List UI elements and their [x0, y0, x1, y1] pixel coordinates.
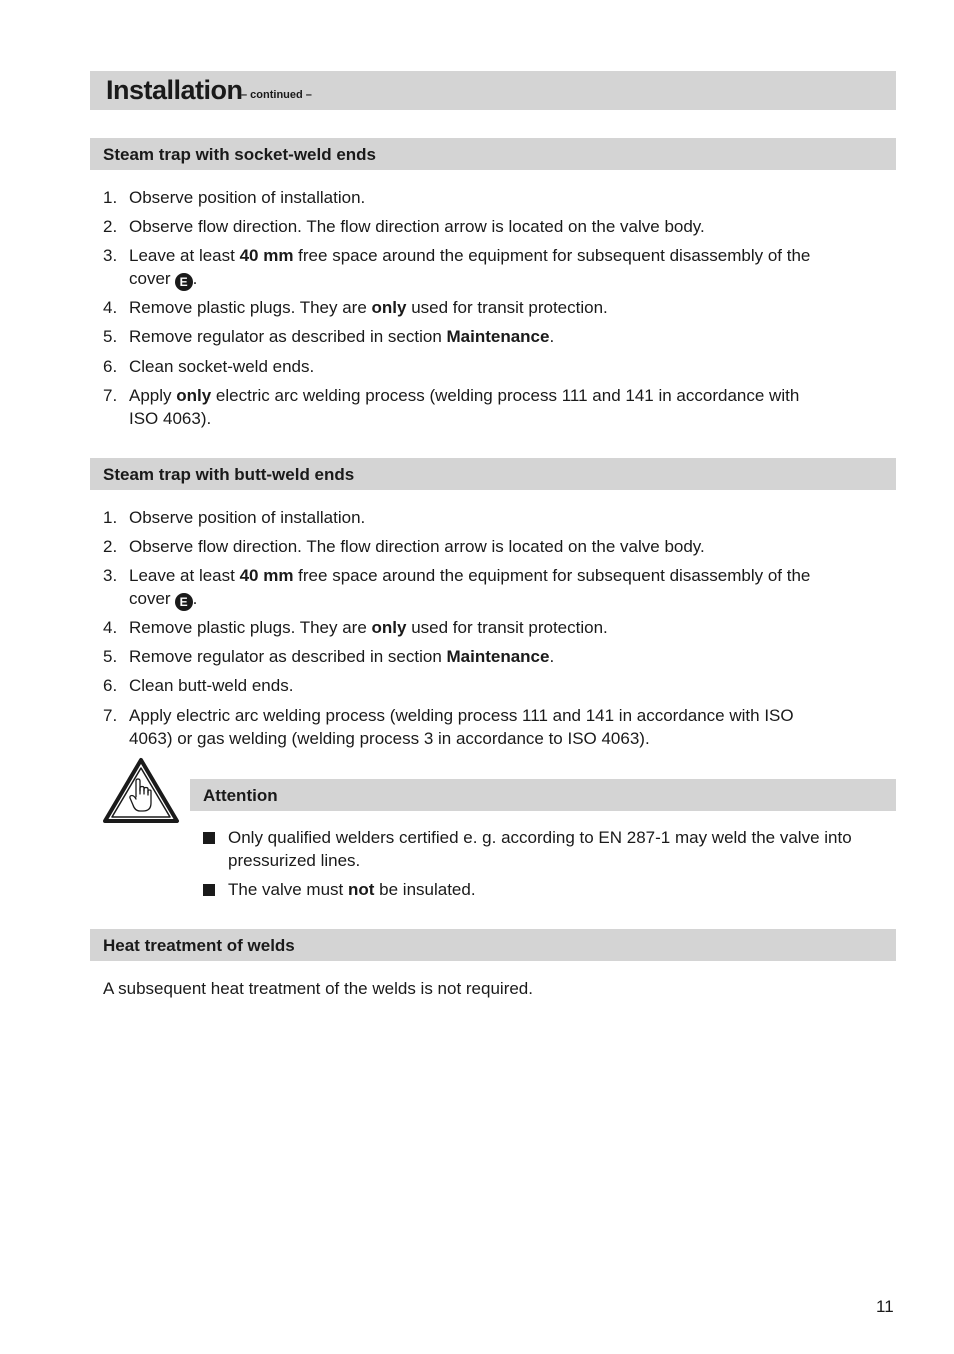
item-number: 5.: [103, 327, 118, 346]
bullet-item: [203, 878, 873, 901]
item-text: Remove regulator as described in section Maintenance.: [129, 327, 555, 346]
square-bullet-icon: [203, 832, 215, 844]
item-number: 1.: [103, 508, 118, 527]
page-number: 11: [876, 1297, 894, 1316]
page-subtitle: – continued –: [241, 89, 312, 101]
list-item: [103, 506, 833, 529]
item-number: 6.: [103, 676, 118, 695]
item-text: Observe flow direction. The flow direction arrow is located on the valve body.: [129, 217, 705, 236]
item-number: 7.: [103, 386, 118, 405]
item-text: Remove plastic plugs. They are only used for transit protection.: [129, 618, 608, 637]
list-item: [103, 384, 833, 430]
list-item: [103, 325, 833, 348]
list-item: [103, 564, 833, 611]
item-number: 1.: [103, 188, 118, 207]
item-text: Remove plastic plugs. They are only used for transit protection.: [129, 298, 608, 317]
item-number: 2.: [103, 537, 118, 556]
item-text: Apply electric arc welding process (welding process 111 and 141 in accordance with ISO 4063) or gas welding (welding process 3 in accordance to ISO 4063).: [129, 706, 794, 748]
item-text: Clean butt-weld ends.: [129, 676, 294, 695]
list-item: [103, 616, 833, 639]
item-text: Clean socket-weld ends.: [129, 357, 315, 376]
section-heading-text: Steam trap with socket-weld ends: [103, 145, 377, 164]
bullet-text: Only qualified welders certified e. g. according to EN 287-1 may weld the valve into pressurized lines.: [228, 828, 852, 870]
item-number: 4.: [103, 298, 118, 317]
section-heading-socket-weld: [90, 138, 896, 170]
item-text: Leave at least 40 mm free space around the equipment for subsequent disassembly of the cover E .: [129, 246, 811, 289]
list-item: [103, 244, 833, 291]
bullet-text: The valve must not be insulated.: [228, 880, 476, 899]
item-text: Observe position of installation.: [129, 508, 366, 527]
item-number: 4.: [103, 618, 118, 637]
list-item: [103, 674, 833, 697]
item-text: Observe flow direction. The flow direction arrow is located on the valve body.: [129, 537, 705, 556]
heat-treatment-paragraph: A subsequent heat treatment of the welds is not required.: [103, 979, 533, 998]
warning-hand-icon: [102, 757, 180, 825]
item-text: Apply only electric arc welding process (welding process 111 and 141 in accordance with ISO 4063).: [129, 386, 800, 428]
square-bullet-icon: [203, 884, 215, 896]
cover-marker-e: E: [175, 593, 193, 611]
item-number: 7.: [103, 706, 118, 725]
cover-marker-e: E: [175, 273, 193, 291]
page-title-bar: [90, 71, 896, 110]
section-heading-text: Heat treatment of welds: [103, 936, 295, 955]
list-item: [103, 645, 833, 668]
section-heading-text: Steam trap with butt-weld ends: [103, 465, 355, 484]
attention-heading-text: Attention: [203, 786, 278, 805]
item-number: 6.: [103, 357, 118, 376]
list-item: [103, 215, 833, 238]
page-title: Installation: [106, 75, 243, 105]
list-item: [103, 704, 833, 750]
list-item: [103, 296, 833, 319]
item-number: 5.: [103, 647, 118, 666]
list-item: [103, 355, 833, 378]
section-heading-butt-weld: [90, 458, 896, 490]
list-item: [103, 535, 833, 558]
attention-heading: [190, 779, 896, 811]
bullet-item: [203, 826, 873, 872]
item-number: 2.: [103, 217, 118, 236]
list-item: [103, 186, 833, 209]
item-text: Leave at least 40 mm free space around the equipment for subsequent disassembly of the cover E .: [129, 566, 811, 609]
item-number: 3.: [103, 566, 118, 585]
section-heading-heat-treatment: [90, 929, 896, 961]
item-text: Observe position of installation.: [129, 188, 366, 207]
item-number: 3.: [103, 246, 118, 265]
item-text: Remove regulator as described in section Maintenance.: [129, 647, 555, 666]
